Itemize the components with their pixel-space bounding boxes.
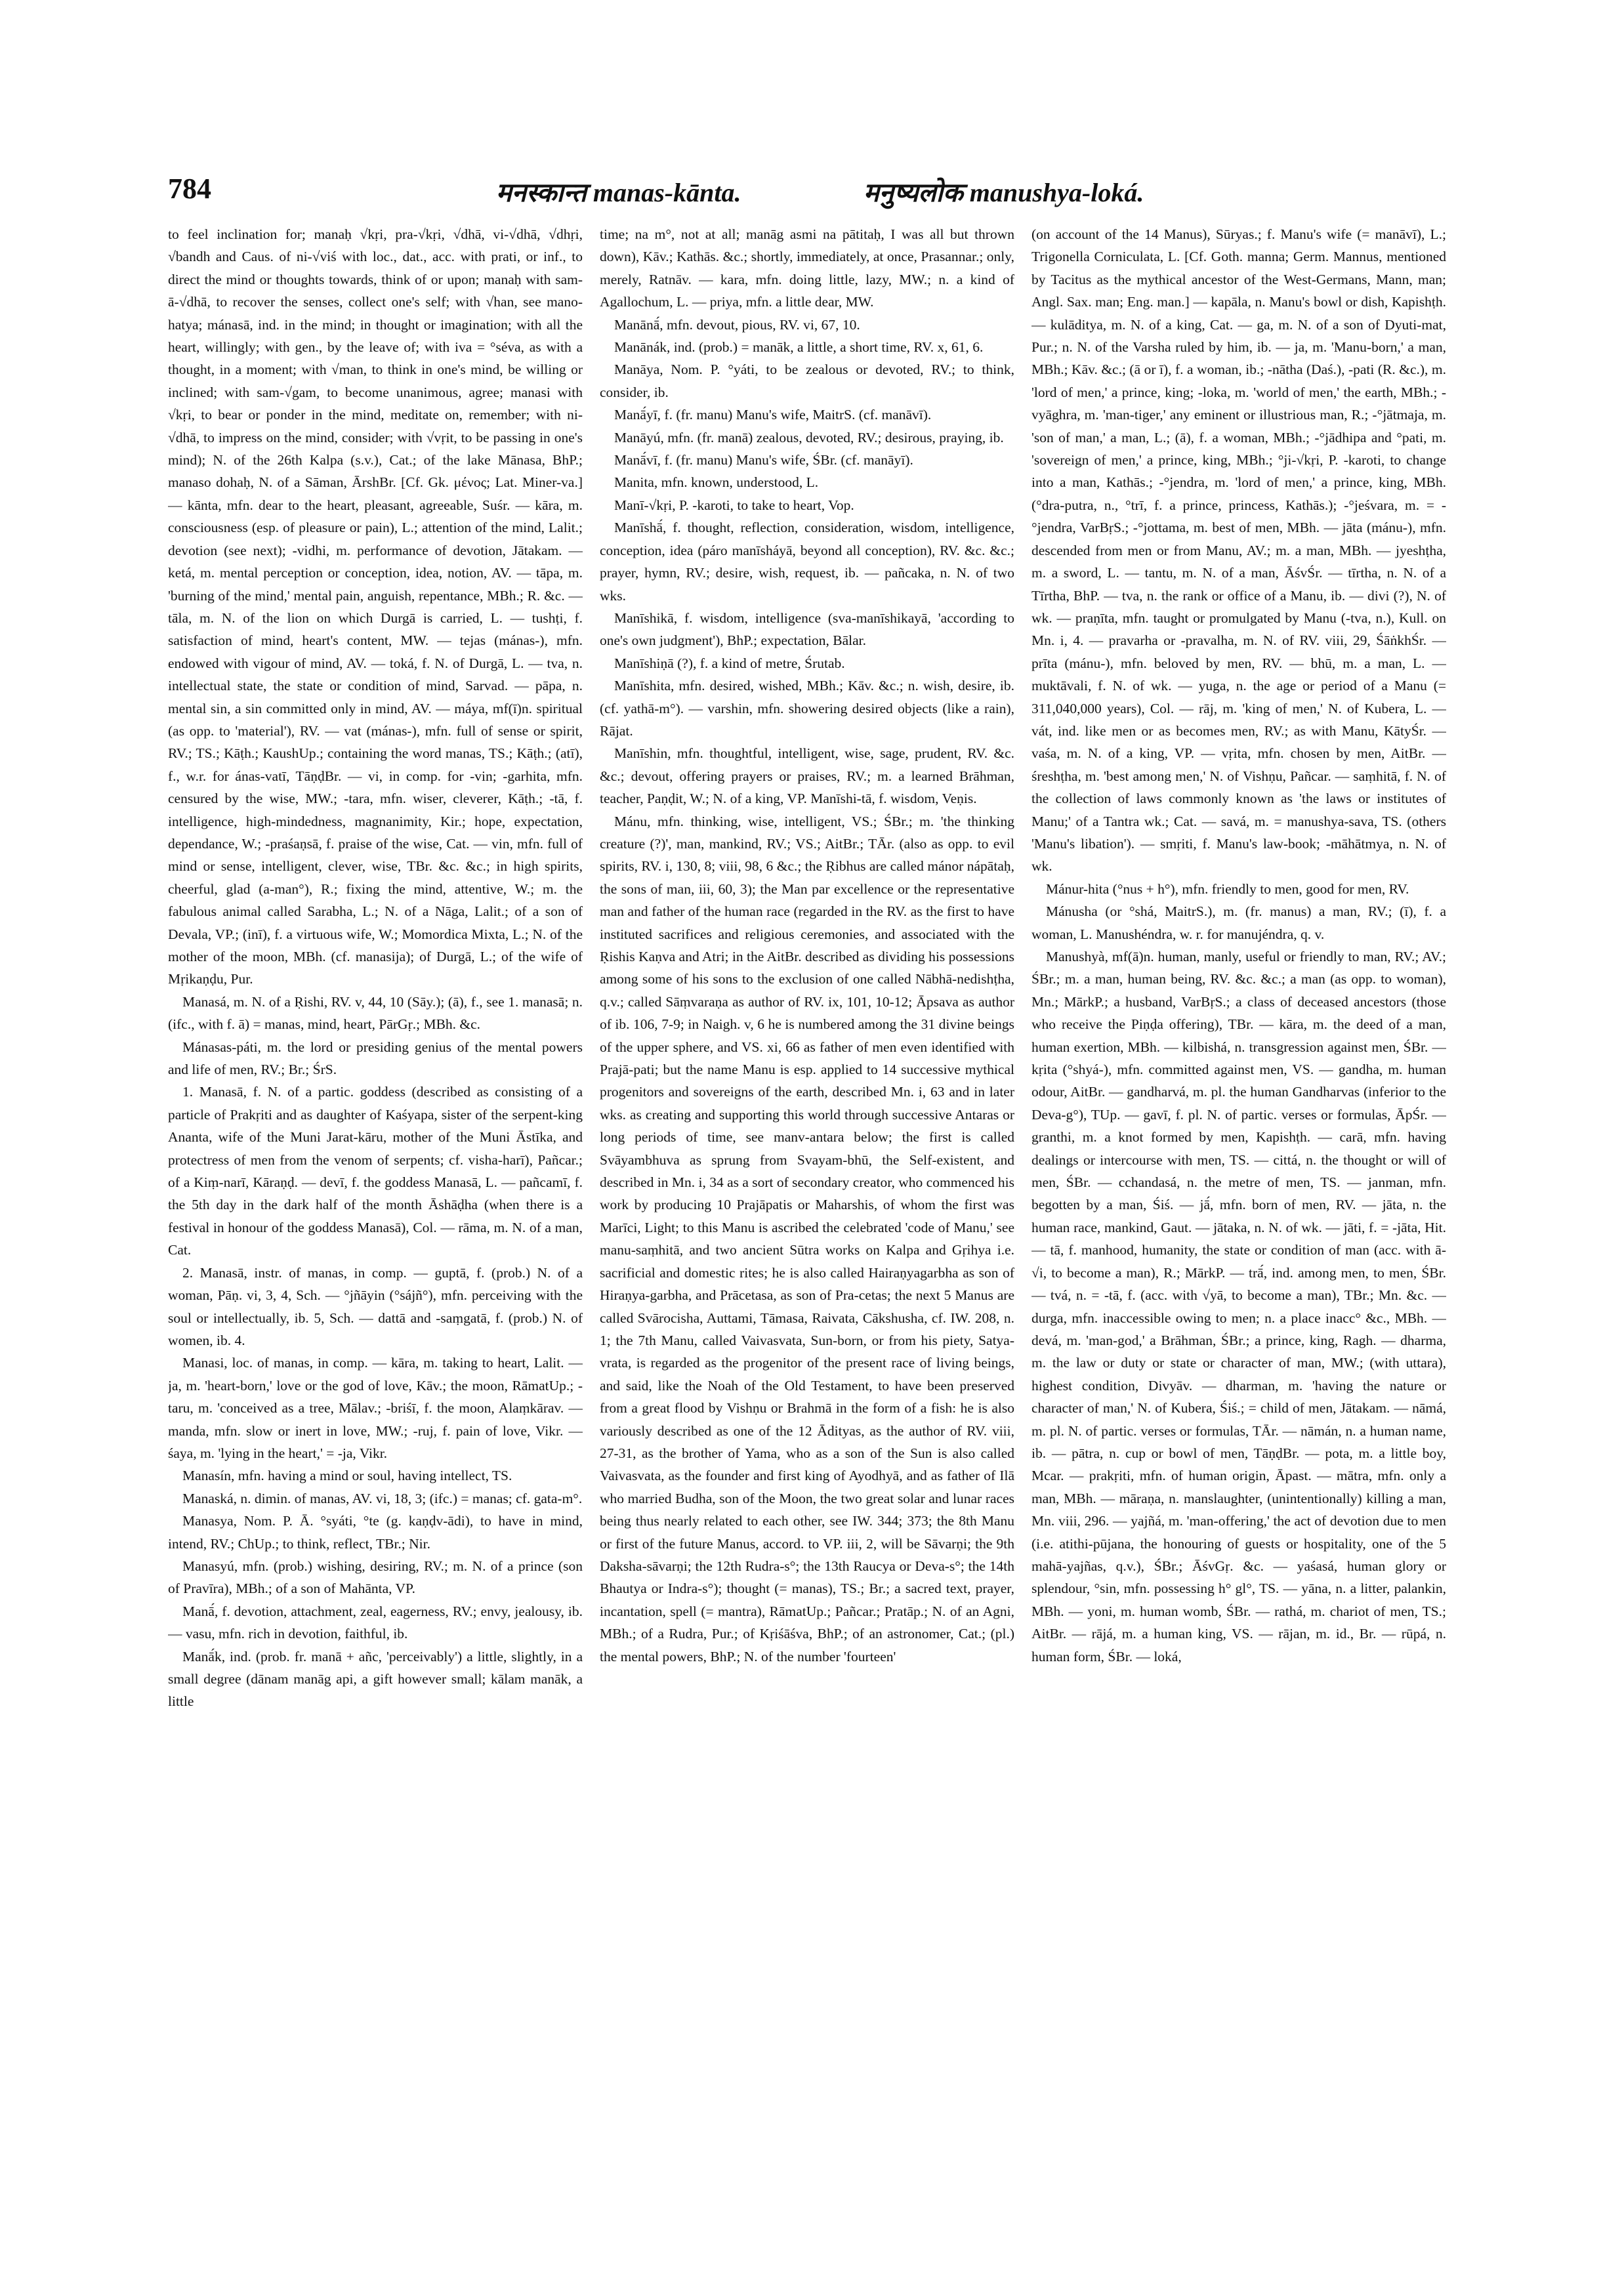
dictionary-columns bbox=[168, 223, 1447, 2257]
left-running-headword: मनस्कान्त manas-kānta. bbox=[496, 178, 741, 207]
column-left bbox=[168, 223, 583, 2257]
entry-paragraph: to feel inclination for; manaḥ √kṛi, pra-√kṛi, √dhā, vi-√dhā, √dhṛi, √bandh and Caus. of ni-√viś with loc., dat., acc. with prati, or inf., to direct the mind or thoughts towards, think of or upon; manaḥ with sam-ā-√dhā, to recover the senses, collect one's self; with √han, see mano-hatya; mánasā, ind. in the mind; in thought or imagination; with all the heart, willingly; with gen., by the leave of; with iva = °séva, as with a thought, in a moment; with √man, to think in one's mind, be willing or inclined; with sam-√gam, to become unanimous, agree; manasi with √kṛi, to bear or ponder in the mind, meditate on, remember; with ni-√dhā, to impress on the mind, consider; with √vṛit, to be passing in one's mind); N. of the 26th Kalpa (s.v.), Cat.; of the lake Mānasa, BhP.; manaso dohaḥ, N. of a Sāman, ĀrshBr. [Cf. Gk. μένος; Lat. Miner-va.] — kānta, mfn. dear to the heart, pleasant, agreeable, Suśr. — kāra, m. consciousness (esp. of pleasure or pain), L.; attention of the mind, Lalit.; devotion (see next); -vidhi, m. performance of devotion, Jātakam. — ketá, m. mental perception or conception, idea, notion, AV. — tāpa, m. 'burning of the mind,' mental pain, anguish, repentance, MBh.; R. &c. — tāla, m. N. of the lion on which Durgā is carried, L. — tushṭi, f. satisfaction of mind, heart's content, MW. — tejas (mánas-), mfn. endowed with vigour of mind, AV. — toká, f. N. of Durgā, L. — tva, n. intellectual state, the state or condition of mind, Sarvad. — pāpa, n. mental sin, a sin committed only in mind, AV. — máya, mf(ī)n. spiritual (as opp. to 'material'), RV. — vat (mánas-), mfn. full of sense or spirit, RV.; TS.; Kāṭh.; KaushUp.; containing the word manas, TS.; Kāṭh.; (atī), f., w.r. for ánas-vatī, TāṇḍBr. — vi, in comp. for -vin; -garhita, mfn. censured by the wise, MW.; -tara, mfn. wiser, cleverer, Kāṭh.; -tā, f. intelligence, high-mindedness, magnanimity, Kir.; hope, expectation, dependance, W.; -praśaṇsā, f. praise of the wise, Cat. — vin, mfn. full of mind or sense, intelligent, clever, wise, TBr. &c. &c.; in high spirits, cheerful, glad (a-man°), R.; fixing the mind, attentive, W.; m. the fabulous animal called Sarabha, L.; N. of a Nāga, Lalit.; of a son of Devala, VP.; (inī), f. a virtuous wife, W.; Momordica Mixta, L.; N. of the mother of the moon, MBh. (cf. manasija); of Durgā, L.; of the wife of Mṛikaṇḍu, Pur. bbox=[168, 226, 583, 987]
column-right bbox=[1031, 223, 1446, 2257]
entry-paragraph: Manī-√kṛi, P. -karoti, to take to heart, Vop. bbox=[614, 497, 854, 513]
entry-paragraph: Manānā́, mfn. devout, pious, RV. vi, 67, 10. bbox=[614, 316, 860, 333]
entry-paragraph: Mánu, mfn. thinking, wise, intelligent, VS.; ŚBr.; m. 'the thinking creature (?)', man, mankind, RV.; VS.; AitBr.; TĀr. (also as opp. to evil spirits, RV. i, 130, 8; viii, 98, 6 &c.; the Ṛibhus are called mánor nápātaḥ, the sons of man, iii, 60, 3); the Man par excellence or the representative man and father of the human race (regarded in the RV. as the first to have instituted sacrifices and religious ceremonies, and associated with the Ṛishis Kaṇva and Atri; in the AitBr. described as dividing his possessions among some of his sons to the exclusion of one called Nābhā-nedishṭha, q.v.; called Sāṃvaraṇa as author of RV. ix, 101, 10-12; Āpsava as author of ib. 106, 7-9; in Naigh. v, 6 he is numbered among the 31 divine beings of the upper sphere, and VS. xi, 66 as father of men even identified with Prajā-pati; but the name Manu is esp. applied to 14 successive mythical progenitors and sovereigns of the earth, described Mn. i, 63 and in later wks. as creating and supporting this world through successive Antaras or long periods of time, see manv-antara below; the first is called Svāyambhuva as sprung from Svayam-bhū, the Self-existent, and described in Mn. i, 34 as a sort of secondary creator, who commenced his work by producing 10 Prajāpatis or Maharshis, of whom the first was Marīci, Light; to this Manu is ascribed the celebrated 'code of Manu,' see manu-saṃhitā, and two ancient Sūtra works on Kalpa and Gṛihya i.e. sacrificial and domestic rites; he is also called Hairaṇyagarbha as son of Hiraṇya-garbha, and Prācetasa, as son of Pra-cetas; the next 5 Manus are called Svārocisha, Auttami, Tāmasa, Raivata, Cākshusha, cf. IW. 208, n. 1; the 7th Manu, called Vaivasvata, Sun-born, or from his piety, Satya-vrata, is regarded as the progenitor of the present race of living beings, and said, like the Noah of the Old Testament, to have been preserved from a great flood by Vishṇu or Brahmā in the form of a fish: he is also variously described as one of the 12 Ādityas, as the author of RV. viii, 27-31, as the brother of Yama, who as a son of the Sun is also called Vaivasvata, as the founder and first king of Ayodhyā, and as father of Ilā who married Budha, son of the Moon, the two great solar and lunar races being thus nearly related to each other, see IW. 344; 373; the 8th Manu or first of the future Manus, accord. to VP. iii, 2, will be Sāvarṇi; the 9th Daksha-sāvarṇi; the 12th Rudra-s°; the 13th Raucya or Deva-s°; the 14th Bhautya or Indra-s°); thought (= manas), TS.; Br.; a sacred text, prayer, incantation, spell (= mantra), RāmatUp.; Pañcar.; Pratāp.; N. of an Agni, MBh.; of a Rudra, Pur.; of Kṛiśāśva, BhP.; of an astronomer, Cat.; (pl.) the mental powers, BhP.; N. of the number 'fourteen' bbox=[600, 813, 1014, 1664]
entry-paragraph: Manāya, Nom. P. °yáti, to be zealous or devoted, RV.; to think, consider, ib. bbox=[600, 362, 1014, 400]
page-number: 784 bbox=[168, 173, 211, 205]
entry-paragraph: Manā́vī, f. (fr. manu) Manu's wife, ŚBr. (cf. manāyī). bbox=[614, 452, 913, 468]
page-header bbox=[168, 172, 1447, 218]
entry-paragraph: Manasá, m. N. of a Ṛishi, RV. v, 44, 10 (Sāy.); (ā), f., see 1. manasā; n. (ifc., with f. ā) = manas, mind, heart, PārGṛ.; MBh. &c. bbox=[168, 993, 583, 1033]
entry-paragraph: Manāyú, mfn. (fr. manā) zealous, devoted, RV.; desirous, praying, ib. bbox=[614, 429, 1004, 445]
entry-paragraph: Manīshā́, f. thought, reflection, consideration, wisdom, intelligence, conception, idea (páro manīsháyā, beyond all conception), RV. &c. &c.; prayer, hymn, RV.; desire, wish, request, ib. — pañcaka, n. N. of two wks. bbox=[600, 520, 1014, 604]
entry-paragraph: Manasi, loc. of manas, in comp. — kāra, m. taking to heart, Lalit. — ja, m. 'heart-born,' love or the god of love, Kāv.; the moon, RāmatUp.; -taru, m. 'conceived as a tree, Mālav.; -briśī, f. the moon, Alaṃkārav. — manda, mfn. slow or inert in love, MW.; -ruj, f. pain of love, Vikr. — śaya, m. 'lying in the heart,' = -ja, Vikr. bbox=[168, 1355, 583, 1461]
entry-paragraph: Manasín, mfn. having a mind or soul, having intellect, TS. bbox=[182, 1468, 512, 1484]
entry-paragraph: 2. Manasā, instr. of manas, in comp. — guptā, f. (prob.) N. of a woman, Pāṇ. vi, 3, 4, Sch. — °jñāyin (°sájñ°), mfn. perceiving with the soul or intellectually, ib. 5, Sch. — dattā and -saṃgatā, f. (prob.) N. of women, ib. 4. bbox=[168, 1264, 583, 1348]
entry-paragraph: Mánasas-páti, m. the lord or presiding genius of the mental powers and life of men, RV.; Br.; ŚrS. bbox=[168, 1039, 583, 1078]
entry-paragraph: Manā́k, ind. (prob. fr. manā + añc, 'perceivably') a little, slightly, in a small degree (dānam manāg api, a gift however small; kālam manāk, a little bbox=[168, 1648, 583, 1710]
entry-paragraph: Manaská, n. dimin. of manas, AV. vi, 18, 3; (ifc.) = manas; cf. gata-m°. bbox=[182, 1490, 583, 1506]
entry-paragraph: Mánusha (or °shá, MaitrS.), m. (fr. manus) a man, RV.; (ī), f. a woman, L. Manushéndra, w. r. for manujéndra, q. v. bbox=[1031, 903, 1446, 942]
entry-paragraph: Manānák, ind. (prob.) = manāk, a little, a short time, RV. x, 61, 6. bbox=[614, 339, 984, 356]
entry-paragraph: Manīshiṇā (?), f. a kind of metre, Śrutab. bbox=[614, 655, 845, 671]
entry-paragraph: Mánur-hita (°nus + h°), mfn. friendly to men, good for men, RV. bbox=[1046, 880, 1409, 897]
entry-paragraph: Manasyú, mfn. (prob.) wishing, desiring, RV.; m. N. of a prince (son of Pravīra), MBh.; of a son of Mahānta, VP. bbox=[168, 1558, 583, 1597]
entry-paragraph: (on account of the 14 Manus), Sūryas.; f. Manu's wife (= manāvī), L.; Trigonella Corniculata, L. [Cf. Goth. manna; Germ. Mannus, mentioned by Tacitus as the mythical ancestor of the West-Germans, Mann, man; Angl. Sax. man; Eng. man.] — kapāla, n. Manu's bowl or dish, Kapishṭh. — kulāditya, m. N. of a king, Cat. — ga, m. N. of a son of Dyuti-mat, Pur.; n. N. of the Varsha ruled by him, ib. — ja, m. 'Manu-born,' a man, MBh.; Kāv. &c.; (ā or ī), f. a woman, ib.; -nātha (Daś.), -pati (R. &c.), m. 'lord of men,' a prince, king; -loka, m. 'world of men,' the earth, MBh.; -vyāghra, m. 'man-tiger,' any eminent or illustrious man, R.; -°jātmaja, m. 'son of man,' a man, L.; (ā), f. a woman, MBh.; -°jādhipa and °pati, m. 'sovereign of men,' a prince, king, MBh.; °ji-√kṛi, P. -karoti, to change into a man, Kathās.; -°jendra, m. 'lord of men,' a prince, king, MBh. (°dra-putra, n., °trī, f. a prince, princess, Kathās.); -°jeśvara, m. = -°jendra, VarBṛS.; -°jottama, m. best of men, MBh. — jāta (mánu-), mfn. descended from men or from Manu, AV.; m. a man, MBh. — jyeshṭha, m. a sword, L. — tantu, m. N. of a man, ĀśvŚr. — tīrtha, n. N. of a Tīrtha, BhP. — tva, n. the rank or office of a Manu, ib. — divi (?), N. of wk. — praṇīta, mfn. taught or promulgated by Manu (-tva, n.), Kull. on Mn. i, 4. — pravarha or -pravalha, m. N. of RV. viii, 29, ŚāṅkhŚr. — prīta (mánu-), mfn. beloved by men, RV. — bhū, m. a man, L. — muktāvali, f. N. of wk. — yuga, n. the age or period of a Manu (= 311,040,000 years), Col. — rāj, m. 'king of men,' N. of Kubera, L. — vát, ind. like men or as becomes men, RV.; as with Manu, KātyŚr. — vaśa, m. N. of a king, VP. — vṛita, mfn. chosen by men, AitBr. — śreshṭha, m. 'best among men,' N. of Vishṇu, Pañcar. — saṃhitā, f. N. of the collection of laws commonly known as 'the laws or institutes of Manu;' of a Tantra wk.; Cat. — savá, m. = manushya-sava, TS. (others 'Manu's libation'). — smṛiti, f. Manu's law-book; -māhātmya, n. N. of wk. bbox=[1031, 226, 1446, 875]
column-middle bbox=[600, 223, 1014, 2257]
entry-paragraph: Manita, mfn. known, understood, L. bbox=[614, 474, 819, 491]
entry-paragraph: Manīshikā, f. wisdom, intelligence (sva-manīshikayā, 'according to one's own judgment'), BhP.; expectation, Bālar. bbox=[600, 610, 1014, 649]
entry-paragraph: 1. Manasā, f. N. of a partic. goddess (described as consisting of a particle of Prakṛiti and as daughter of Kaśyapa, sister of the serpent-king Ananta, wife of the Muni Jarat-kāru, mother of the Muni Āstīka, and protectress of men from the venom of serpents; cf. visha-harī), Pañcar.; of a Kiṃ-narī, Kāraṇḍ. — devī, f. the goddess Manasā, L. — pañcamī, f. the 5th day in the dark half of the month Āshāḍha (when there is a festival in honour of the goddess Manasā), Col. — rāma, m. N. of a man, Cat. bbox=[168, 1084, 583, 1258]
entry-paragraph: Manā́yī, f. (fr. manu) Manu's wife, MaitrS. (cf. manāvī). bbox=[614, 407, 932, 423]
entry-paragraph: Manā́, f. devotion, attachment, zeal, eagerness, RV.; envy, jealousy, ib. — vasu, mfn. rich in devotion, faithful, ib. bbox=[168, 1603, 583, 1642]
entry-paragraph: Manīshin, mfn. thoughtful, intelligent, wise, sage, prudent, RV. &c. &c.; devout, offering prayers or praises, RV.; m. a learned Brāhman, teacher, Paṇḍit, W.; N. of a king, VP. Manīshi-tā, f. wisdom, Veṇis. bbox=[600, 745, 1014, 807]
entry-paragraph: Manīshita, mfn. desired, wished, MBh.; Kāv. &c.; n. wish, desire, ib. (cf. yathā-m°). — varshin, mfn. showering desired objects (like a rain), Rājat. bbox=[600, 678, 1014, 739]
entry-paragraph: Manushyà, mf(ā)n. human, manly, useful or friendly to man, RV.; AV.; ŚBr.; m. a man, human being, RV. &c. &c.; a man (as opp. to woman), Mn.; MārkP.; a husband, VarBṛS.; a class of deceased ancestors (those who receive the Piṇḍa offering), TBr. — kāra, m. the deed of a man, human exertion, MBh. — kilbishá, n. transgression against men, ŚBr. — kṛita (°shyá-), mfn. committed against men, VS. — gandha, m. human odour, AitBr. — gandharvá, m. pl. the human Gandharvas (inferior to the Deva-g°), TUp. — gavī, f. pl. N. of partic. verses or formulas, ĀpŚr. — granthi, m. a knot formed by men, Kapishṭh. — carā, mfn. having dealings or intercourse with men, TS. — cittá, n. the thought or will of men, ŚBr. — cchandasá, n. the metre of men, TS. — janman, mfn. begotten by a man, Śiś. — jā́, mfn. born of men, RV. — jāta, n. the human race, mankind, Gaut. — jātaka, n. N. of wk. — jāti, f. = -jāta, Hit. — tā, f. manhood, humanity, the state or condition of man (acc. with ā-√i, to become a man), R.; MārkP. — trā́, ind. among men, to men, ŚBr. — tvá, n. = -tā, f. (acc. with √yā, to become a man), TBr.; Mn. &c. — durga, mfn. inaccessible owing to men; n. a place inacc° &c., MBh. — devá, m. 'man-god,' a Brāhman, ŚBr.; a prince, king, Ragh. — dharma, m. the law or duty or state or character of man, MW.; (with uttara), highest condition, Divyāv. — dharman, m. 'having the nature or character of man,' N. of Kubera, Śiś.; = child of men, Jātakam. — nāmá, m. pl. N. of partic. verses or formulas, TĀr. — nāmán, n. a human name, ib. — pātra, n. cup or bowl of men, TāṇḍBr. — pota, m. a little boy, Mcar. — prakṛiti, mfn. of human origin, Āpast. — mātra, mfn. only a man, MBh. — māraṇa, n. manslaughter, (unintentionally) killing a man, Mn. viii, 296. — yajñá, m. 'man-offering,' the act of devotion due to men (i.e. atithi-pūjana, the honouring of guests or hospitality, one of the 5 mahā-yajñas, q.v.), ŚBr.; ĀśvGṛ. &c. — yaśasá, human glory or splendour, °sin, mfn. possessing h° gl°, TS. — yāna, n. a litter, palankin, MBh. — yoni, m. human womb, ŚBr. — rathá, m. chariot of men, TS.; AitBr. — rājá, m. a human king, VS. — rājan, m. id., Br. — rūpá, n. human form, ŚBr. — loká, bbox=[1031, 949, 1446, 1664]
right-running-headword: मनुष्यलोक manushya-loká. bbox=[864, 178, 1144, 207]
entry-paragraph: time; na m°, not at all; manāg asmi na pātitaḥ, I was all but thrown down), Kāv.; Kathās. &c.; shortly, immediately, at once, Prasannar.; only, merely, Ratnāv. — kara, mfn. doing little, lazy, MW.; n. a kind of Agallochum, L. — priya, mfn. a little dear, MW. bbox=[600, 226, 1014, 310]
entry-paragraph: Manasya, Nom. P. Ā. °syáti, °te (g. kaṇḍv-ādi), to have in mind, intend, RV.; ChUp.; to think, reflect, TBr.; Nir. bbox=[168, 1513, 583, 1552]
